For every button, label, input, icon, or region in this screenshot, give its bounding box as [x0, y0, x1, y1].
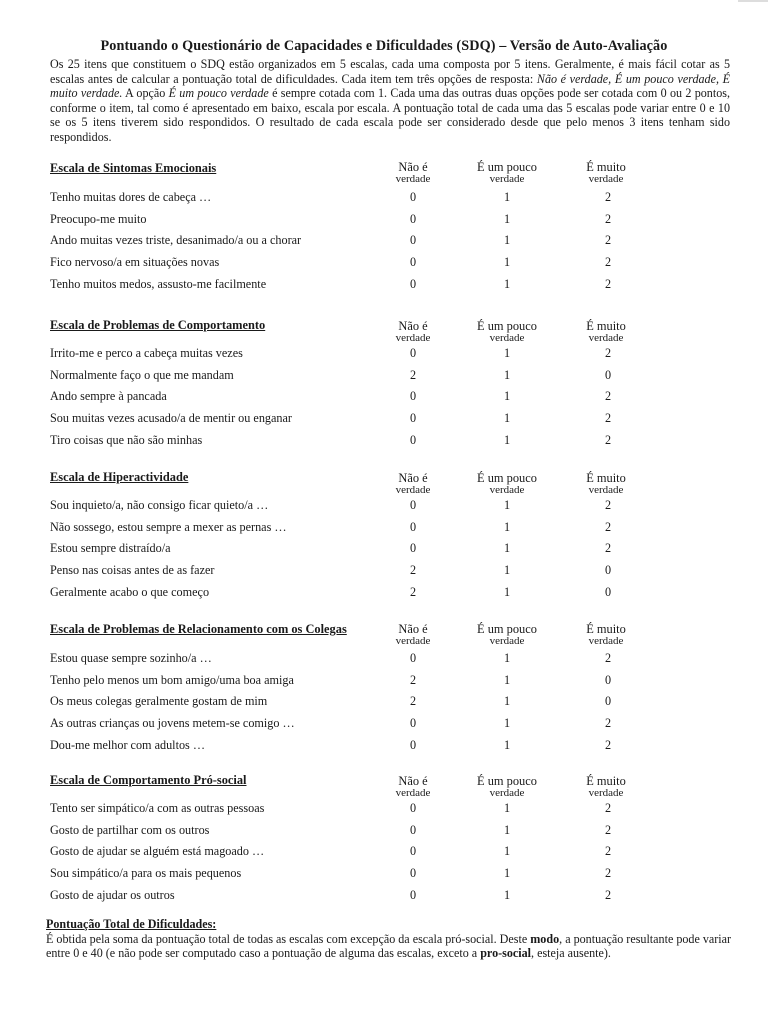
item-score-v3: 2	[604, 233, 612, 248]
item-score-v1: 2	[409, 672, 417, 687]
item-score-v3: 2	[604, 211, 612, 226]
column-header-line1: É muito	[586, 774, 626, 788]
scale-item-row	[0, 651, 768, 671]
column-header-line2: verdade	[489, 787, 525, 799]
scale-item-row	[0, 673, 768, 693]
item-score-v1: 0	[409, 519, 417, 534]
item-score-v3: 2	[604, 716, 612, 731]
intro-text-2: A opção	[122, 86, 169, 101]
item-label: Gosto de ajudar os outros	[50, 887, 175, 902]
item-score-v1: 0	[409, 737, 417, 752]
scale-item-row	[0, 255, 768, 275]
item-score-v1: 0	[409, 541, 417, 556]
scale-item-row	[0, 411, 768, 431]
item-score-v3: 0	[604, 367, 612, 382]
column-header-col2	[452, 320, 562, 344]
column-header-line1: É um pouco	[477, 471, 537, 485]
item-score-v1: 0	[409, 822, 417, 837]
scale-item-row	[0, 801, 768, 821]
scale-item-row	[0, 716, 768, 736]
item-score-v3: 2	[604, 737, 612, 752]
column-header-line2: verdade	[588, 173, 624, 185]
item-label: Preocupo-me muito	[50, 211, 147, 226]
total-text-bold-1: modo	[530, 931, 560, 946]
column-header-line2: verdade	[395, 484, 431, 496]
scale-item-row	[0, 368, 768, 388]
column-header-line2: verdade	[395, 173, 431, 185]
item-label: Fico nervoso/a em situações novas	[50, 255, 220, 270]
total-text-1: É obtida pela soma da pontuação total de todas as escalas com excepção da escala pró-social. Deste	[46, 931, 531, 946]
item-score-v3: 2	[604, 651, 612, 665]
scale-item-row	[0, 190, 768, 210]
item-label: Gosto de partilhar com os outros	[50, 822, 210, 837]
scale-item-row	[0, 277, 768, 297]
intro-text-1: Os 25 itens que constituem o SDQ estão organizados em 5 escalas, cada uma composta por 5 itens. Geralmente, é mais fácil cotar as 5 escalas antes de calcular a pontuação total de dificuldades. Cada item tem três opções de resposta:	[50, 57, 730, 86]
item-score-v1: 0	[409, 716, 417, 731]
item-score-v2: 1	[503, 651, 511, 665]
item-score-v2: 1	[503, 432, 511, 447]
item-score-v1: 0	[409, 255, 417, 270]
item-score-v2: 1	[503, 672, 511, 687]
item-score-v3: 2	[604, 346, 612, 360]
item-score-v3: 2	[604, 519, 612, 534]
item-score-v1: 2	[409, 584, 417, 599]
item-score-v3: 0	[604, 563, 612, 578]
item-score-v2: 1	[503, 346, 511, 360]
item-score-v2: 1	[503, 211, 511, 226]
scale-item-row	[0, 346, 768, 366]
item-score-v3: 2	[604, 498, 612, 512]
item-score-v2: 1	[503, 801, 511, 815]
scale-title: Escala de Problemas de Relacionamento com os Colegas	[50, 622, 347, 636]
scale-item-row	[0, 389, 768, 409]
item-score-v2: 1	[503, 866, 511, 881]
scale-item-row	[0, 433, 768, 453]
scale-item-row	[0, 844, 768, 864]
column-header-line2: verdade	[395, 787, 431, 799]
item-score-v2: 1	[503, 411, 511, 426]
column-header-line1: Não é	[398, 160, 428, 174]
item-score-v2: 1	[503, 276, 511, 291]
scale-title: Escala de Sintomas Emocionais	[50, 161, 217, 175]
page-title: Pontuando o Questionário de Capacidades e Dificuldades (SDQ) – Versão de Auto-Avaliação	[100, 38, 668, 54]
item-label: Estou sempre distraído/a	[50, 541, 171, 556]
item-label: Irrito-me e perco a cabeça muitas vezes	[50, 346, 243, 360]
item-label: As outras crianças ou jovens metem-se comigo …	[50, 716, 295, 731]
item-score-v1: 0	[409, 651, 417, 665]
item-score-v2: 1	[503, 694, 511, 709]
column-header-line1: Não é	[398, 319, 428, 333]
column-header-line1: É um pouco	[477, 622, 537, 636]
item-score-v2: 1	[503, 190, 511, 204]
item-score-v1: 0	[409, 276, 417, 291]
column-header-col2	[452, 161, 562, 185]
item-label: Estou quase sempre sozinho/a …	[50, 651, 212, 665]
column-header-line1: É muito	[586, 622, 626, 636]
scale-item-row	[0, 498, 768, 518]
item-label: Tento ser simpático/a com as outras pessoas	[50, 801, 265, 815]
item-score-v3: 2	[604, 411, 612, 426]
scale-title: Escala de Comportamento Pró-social	[50, 773, 247, 787]
item-score-v3: 2	[604, 255, 612, 270]
scale-item-row	[0, 823, 768, 843]
column-header-line1: É muito	[586, 471, 626, 485]
item-score-v3: 2	[604, 541, 612, 556]
item-label: Não sossego, estou sempre a mexer as pernas …	[50, 519, 287, 534]
item-label: Ando sempre à pancada	[50, 389, 167, 404]
column-header-line2: verdade	[489, 484, 525, 496]
item-score-v2: 1	[503, 255, 511, 270]
column-header-col2	[452, 623, 562, 647]
item-label: Sou simpático/a para os mais pequenos	[50, 866, 242, 881]
column-header-col3	[551, 775, 661, 799]
corner-mark	[738, 0, 768, 2]
item-score-v1: 0	[409, 866, 417, 881]
item-label: Ando muitas vezes triste, desanimado/a ou a chorar	[50, 233, 302, 248]
item-score-v2: 1	[503, 389, 511, 404]
column-header-line2: verdade	[588, 635, 624, 647]
intro-paragraph	[50, 57, 730, 145]
scale-item-row	[0, 738, 768, 758]
scale-title: Escala de Problemas de Comportamento	[50, 318, 266, 332]
item-score-v3: 2	[604, 432, 612, 447]
total-text-2: , a pontuação resultante pode variar entre 0 e 40 (e não pode ser computado caso a pontuação de alguma das escalas, exceto a	[46, 931, 732, 960]
item-label: Tenho pelo menos um bom amigo/uma boa amiga	[50, 672, 294, 687]
column-header-line1: É um pouco	[477, 774, 537, 788]
total-text-bold-2: pro-social	[480, 946, 532, 960]
item-score-v1: 2	[409, 563, 417, 578]
item-label: Sou muitas vezes acusado/a de mentir ou enganar	[50, 411, 292, 426]
item-score-v3: 0	[604, 694, 612, 709]
item-score-v1: 0	[409, 389, 417, 404]
column-header-line1: É muito	[586, 160, 626, 174]
item-score-v2: 1	[503, 716, 511, 731]
scale-item-row	[0, 888, 768, 908]
item-score-v2: 1	[503, 737, 511, 752]
item-score-v1: 0	[409, 498, 417, 512]
item-score-v3: 2	[604, 190, 612, 204]
item-score-v2: 1	[503, 844, 511, 859]
scale-item-row	[0, 563, 768, 583]
item-label: Geralmente acabo o que começo	[50, 584, 210, 599]
item-label: Tenho muitos medos, assusto-me facilmente	[50, 276, 267, 291]
item-score-v3: 0	[604, 672, 612, 687]
intro-text-3: é sempre cotada com 1. Cada uma das outras duas opções pode ser cotada com 0 ou 2 pontos, conforme o item, tal como é apresentado em baixo, escala por escala. A pontuação total de cada uma das 5 escalas pode variar entre 0 e 10 se os 5 itens tiverem sido respondidos. O resultado de cada escala pode ser considerado desde que pelo menos 3 itens tenham sido respondidos.	[50, 86, 730, 144]
scale-title: Escala de Hiperactividade	[50, 470, 189, 484]
item-score-v3: 2	[604, 389, 612, 404]
item-score-v2: 1	[503, 541, 511, 556]
total-title: Pontuação Total de Dificuldades:	[46, 917, 217, 931]
column-header-col3	[551, 623, 661, 647]
item-label: Tiro coisas que não são minhas	[50, 432, 203, 447]
scale-item-row	[0, 585, 768, 605]
item-score-v3: 0	[604, 584, 612, 599]
item-score-v1: 2	[409, 367, 417, 382]
scale-item-row	[0, 694, 768, 714]
total-difficulties-block	[46, 917, 736, 961]
column-header-line1: É um pouco	[477, 160, 537, 174]
item-score-v1: 0	[409, 432, 417, 447]
item-label: Normalmente faço o que me mandam	[50, 367, 234, 382]
item-score-v1: 0	[409, 211, 417, 226]
item-score-v3: 2	[604, 887, 612, 902]
column-header-line2: verdade	[588, 787, 624, 799]
item-score-v1: 0	[409, 233, 417, 248]
item-label: Penso nas coisas antes de as fazer	[50, 563, 215, 578]
item-score-v2: 1	[503, 584, 511, 599]
column-header-col3	[551, 472, 661, 496]
item-score-v1: 0	[409, 411, 417, 426]
column-header-line2: verdade	[489, 173, 525, 185]
item-score-v1: 2	[409, 694, 417, 709]
item-label: Tenho muitas dores de cabeça …	[50, 190, 212, 204]
total-text-3: , esteja ausente).	[531, 946, 611, 960]
column-header-line2: verdade	[395, 332, 431, 344]
item-label: Gosto de ajudar se alguém está magoado …	[50, 844, 265, 859]
item-score-v2: 1	[503, 519, 511, 534]
scale-item-row	[0, 541, 768, 561]
scale-item-row	[0, 233, 768, 253]
column-header-line2: verdade	[489, 635, 525, 647]
column-header-line1: É muito	[586, 319, 626, 333]
intro-pouco-italic: É um pouco verdade	[168, 86, 269, 101]
item-score-v1: 0	[409, 190, 417, 204]
column-header-line2: verdade	[395, 635, 431, 647]
item-score-v3: 2	[604, 822, 612, 837]
item-score-v3: 2	[604, 844, 612, 859]
item-score-v2: 1	[503, 822, 511, 837]
item-score-v3: 2	[604, 276, 612, 291]
column-header-line2: verdade	[588, 484, 624, 496]
item-score-v1: 0	[409, 887, 417, 902]
scale-item-row	[0, 520, 768, 540]
scale-item-row	[0, 212, 768, 232]
item-score-v1: 0	[409, 346, 417, 360]
item-score-v2: 1	[503, 233, 511, 248]
item-label: Dou-me melhor com adultos …	[50, 737, 206, 752]
column-header-line2: verdade	[588, 332, 624, 344]
item-score-v1: 0	[409, 844, 417, 859]
column-header-line1: Não é	[398, 471, 428, 485]
column-header-line1: Não é	[398, 622, 428, 636]
column-header-col3	[551, 161, 661, 185]
column-header-col3	[551, 320, 661, 344]
item-score-v2: 1	[503, 498, 511, 512]
item-score-v1: 0	[409, 801, 417, 815]
scale-item-row	[0, 866, 768, 886]
column-header-col2	[452, 472, 562, 496]
item-label: Sou inquieto/a, não consigo ficar quieto/a …	[50, 498, 269, 512]
item-score-v2: 1	[503, 367, 511, 382]
item-score-v2: 1	[503, 563, 511, 578]
item-score-v2: 1	[503, 887, 511, 902]
intro-options-italic: Não é verdade, É um pouco verdade, É muito verdade.	[50, 71, 730, 101]
column-header-line2: verdade	[489, 332, 525, 344]
column-header-col2	[452, 775, 562, 799]
column-header-line1: Não é	[398, 774, 428, 788]
column-header-line1: É um pouco	[477, 319, 537, 333]
item-score-v3: 2	[604, 866, 612, 881]
item-score-v3: 2	[604, 801, 612, 815]
item-label: Os meus colegas geralmente gostam de mim	[50, 694, 268, 709]
